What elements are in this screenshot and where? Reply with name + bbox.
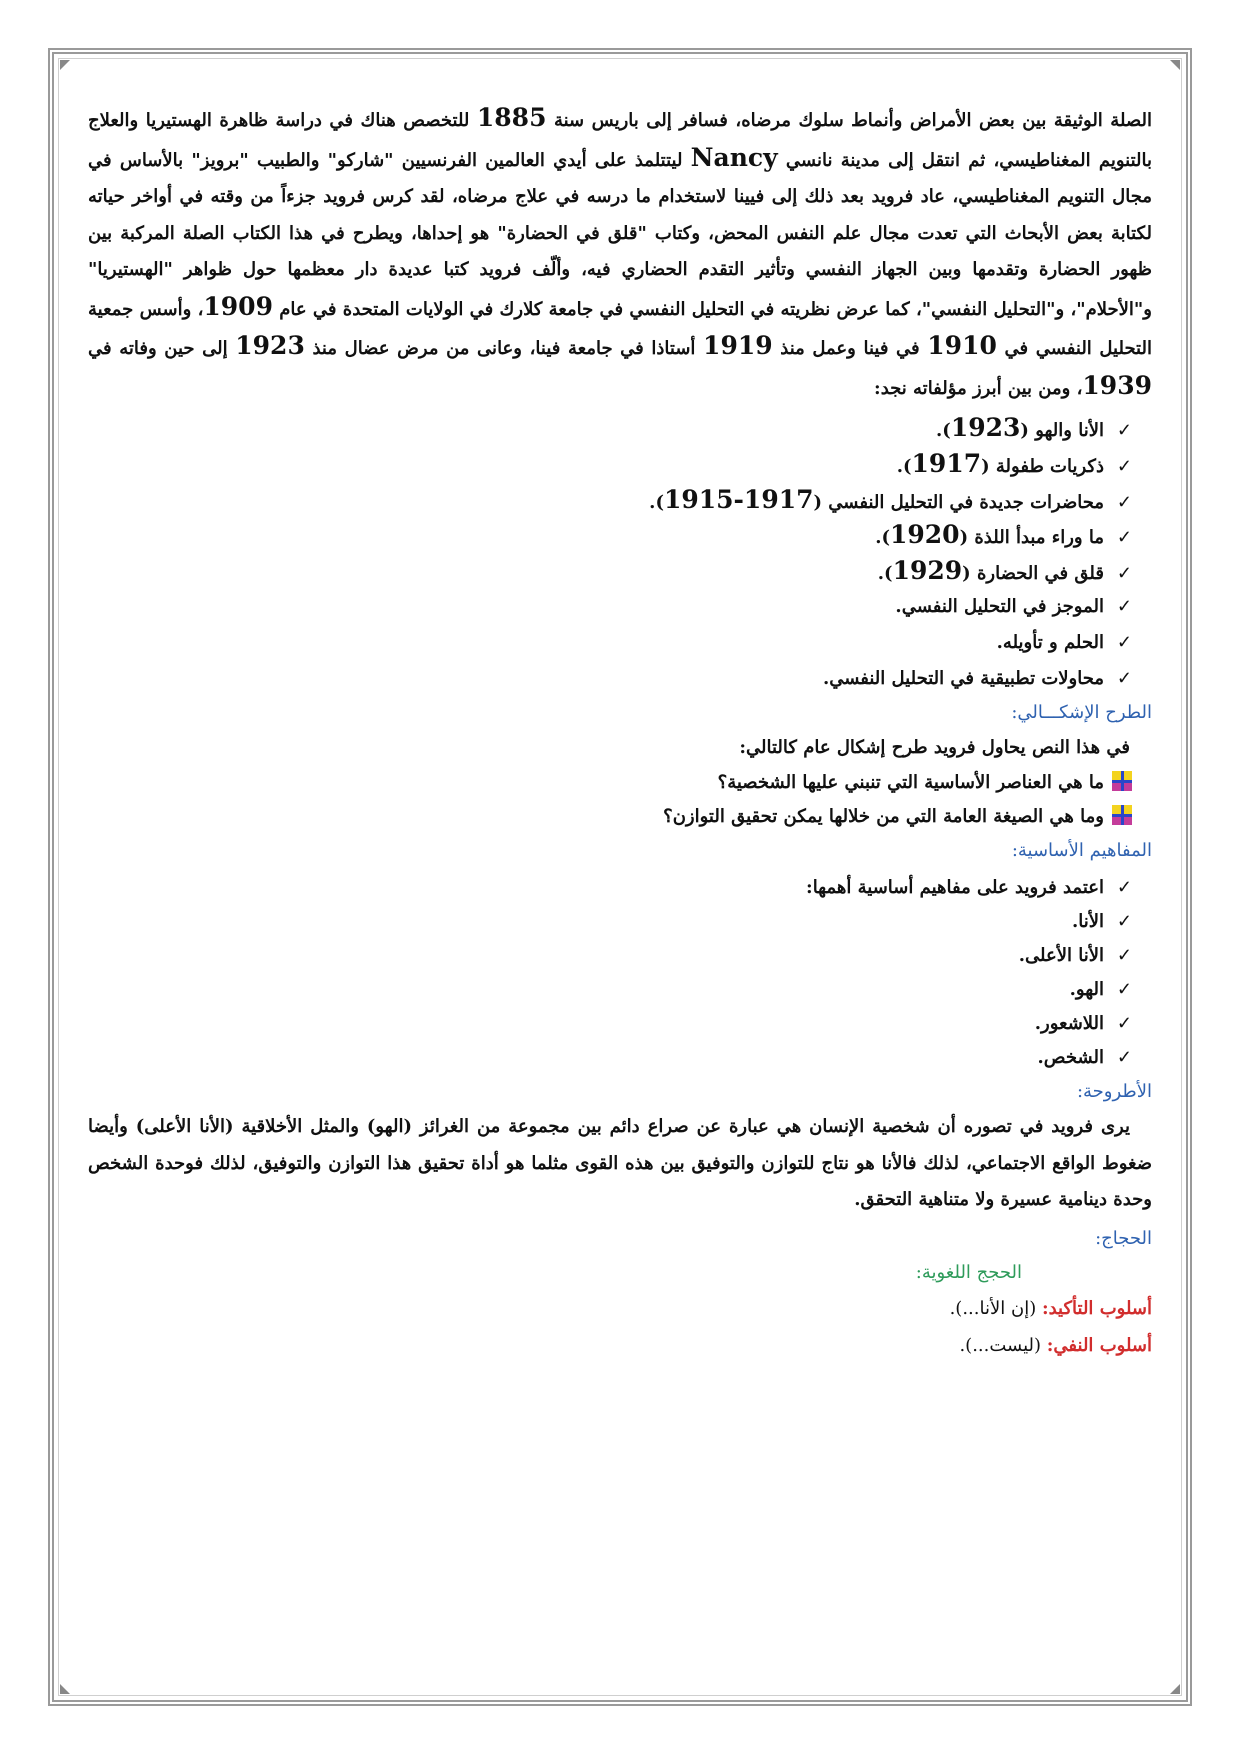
style-label: أسلوب النفي: [1046, 1334, 1152, 1356]
thesis-heading: الأطروحة: [1076, 1081, 1152, 1103]
argument-style [88, 1327, 1152, 1364]
highlight-number: Nancy [690, 142, 778, 172]
work-suffix: ). [877, 563, 893, 585]
checkmark-icon: ✓ [1116, 911, 1132, 933]
work-year: 1920 [890, 520, 960, 550]
checkmark-icon: ✓ [1116, 667, 1132, 689]
work-year: 1917 [911, 448, 982, 478]
highlight-number: 1939 [1082, 370, 1152, 400]
concept-text: اعتمد فرويد على مفاهيم أساسية أهمها: [806, 877, 1104, 899]
concept-item [88, 871, 1132, 905]
corner-ornament [1170, 1684, 1180, 1694]
highlight-number: 1910 [927, 331, 997, 360]
text-segment: ، ومن بين أبرز مؤلفاته نجد: [874, 377, 1083, 399]
work-title: ما وراء مبدأ اللذة ( [959, 527, 1104, 549]
problem-intro: في هذا النص يحاول فرويد طرح إشكال عام كالتالي: [739, 737, 1130, 759]
work-title: الحلم و تأويله. [996, 631, 1104, 653]
text-segment: أستاذا في جامعة فينا، وعانى من مرض عضال منذ [304, 338, 704, 359]
checkmark-icon: ✓ [1116, 491, 1132, 513]
text-segment: ليتتلمذ على أيدي العالمين الفرنسيين "شاركو" والطبيب "برويز" بالأساس في مجال التنويم المغناطيسي، عاد فرويد بعد ذلك إلى فيينا لاستخدام ما درسه في علاج مرضاه، لقد كرس فرويد جزءاً من وقته في أواخر حياته لكتابة بعض الأبحاث التي تعدت مجال علم النفس المحض، وكتاب "قلق في الحضارة" هو إحداها، ويطرح في هذا الكتاب الصلة المركبة بين ظهور الحضارة وتقدمها وبين الجهاز النفسي وتأثير التقدم الحضاري فيه، وألّف فرويد كتبا عديدة دار معظمها حول ظواهر "الهستيريا" و"الأحلام"، و"التحليل النفسي"، كما عرض نظريته في التحليل النفسي في جامعة كلارك في الولايات المتحدة في عام [88, 149, 1152, 320]
concept-item [88, 973, 1132, 1007]
highlight-number: 1919 [703, 331, 773, 360]
problem-question [88, 800, 1132, 834]
text-segment: الصلة الوثيقة بين بعض الأمراض وأنماط سلوك مرضاه، فسافر إلى باريس سنة [546, 110, 1152, 131]
problem-question [88, 766, 1132, 800]
checkmark-icon: ✓ [1116, 945, 1132, 967]
question-text: ما هي العناصر الأساسية التي تنبني عليها الشخصية؟ [717, 772, 1104, 794]
concepts-list [88, 871, 1152, 1075]
style-example: (ليست...). [959, 1334, 1047, 1356]
question-text: وما هي الصيغة العامة التي من خلالها يمكن تحقيق التوازن؟ [663, 806, 1104, 828]
problem-questions [88, 766, 1152, 834]
concepts-heading: المفاهيم الأساسية: [1011, 840, 1152, 862]
argument-style [88, 1290, 1152, 1327]
concept-item [88, 905, 1132, 939]
work-title: محاولات تطبيقية في التحليل النفسي. [822, 667, 1104, 689]
checkmark-icon: ✓ [1116, 527, 1132, 549]
linguistic-arguments-heading: الحجج اللغوية: [915, 1261, 1022, 1283]
concept-text: الهو. [1069, 979, 1104, 1001]
work-item [88, 589, 1132, 625]
concept-text: الأنا. [1071, 911, 1104, 933]
concept-item [88, 1007, 1132, 1041]
text-segment: للتخصص هناك في دراسة ظاهرة الهستيريا والعلاج بالتنويم المغناطيسي، ثم انتقل إلى مدينة نانسي [88, 110, 1152, 171]
work-year: 1923 [950, 413, 1021, 442]
work-suffix: ). [875, 527, 890, 549]
checkmark-icon: ✓ [1116, 631, 1132, 653]
arguments-heading: الحجاج: [1095, 1227, 1152, 1249]
work-item [88, 625, 1132, 661]
style-example: (إن الأنا...). [949, 1297, 1042, 1319]
style-label: أسلوب التأكيد: [1041, 1297, 1152, 1319]
text-segment: في فينا وعمل منذ [772, 338, 928, 359]
work-item [88, 553, 1132, 589]
work-item [88, 482, 1132, 518]
intro-paragraph [88, 100, 1152, 407]
text-segment: ، وأسس جمعية التحليل النفسي في [88, 298, 1152, 359]
work-suffix: ). [649, 491, 664, 513]
work-suffix: ). [936, 420, 951, 441]
concept-item [88, 1041, 1132, 1075]
text-segment: إلى حين وفاته في [88, 338, 236, 359]
work-title: محاضرات جديدة في التحليل النفسي ( [813, 491, 1104, 513]
work-suffix: ). [896, 455, 912, 477]
thesis-paragraph: يرى فرويد في تصوره أن شخصية الإنسان هي عبارة عن صراع دائم بين مجموعة من الغرائز (الهو) والمثل الأخلاقية (الأنا الأعلى) وأيضا ضغوط الواقع الاجتماعي، لذلك فالأنا هو نتاج للتوازن والتوفيق بين هذه القوى مثلما هو أداة تحقيق هذا التوازن والتوفيق، لذلك فوحدة الشخص وحدة دينامية عسيرة ولا متناهية التحقق. [88, 1116, 1152, 1211]
corner-ornament [60, 1684, 70, 1694]
work-title: ذكريات طفولة ( [981, 455, 1104, 477]
checkmark-icon: ✓ [1116, 1013, 1132, 1035]
work-title: قلق في الحضارة ( [962, 563, 1104, 585]
checkmark-icon: ✓ [1116, 877, 1132, 899]
concept-text: الأنا الأعلى. [1018, 945, 1104, 967]
checkmark-icon: ✓ [1116, 1047, 1132, 1069]
quad-bullet-icon [1112, 771, 1132, 791]
work-year: 1929 [892, 556, 963, 586]
checkmark-icon: ✓ [1116, 563, 1132, 585]
works-list [88, 410, 1152, 696]
work-title: الموجز في التحليل النفسي. [895, 595, 1104, 617]
problem-heading: الطرح الإشكـــالي: [1011, 702, 1152, 724]
highlight-number: 1885 [476, 103, 547, 132]
checkmark-icon: ✓ [1116, 420, 1132, 441]
corner-ornament [1170, 60, 1180, 70]
work-item [88, 517, 1132, 553]
highlight-number: 1923 [235, 331, 305, 360]
work-item [88, 446, 1132, 482]
concept-text: الشخص. [1037, 1047, 1104, 1069]
work-item [88, 661, 1132, 697]
checkmark-icon: ✓ [1116, 455, 1132, 477]
checkmark-icon: ✓ [1116, 979, 1132, 1001]
concept-item [88, 939, 1132, 973]
work-year: 1915-1917 [663, 484, 814, 514]
highlight-number: 1909 [203, 291, 273, 321]
quad-bullet-icon [1112, 805, 1132, 825]
checkmark-icon: ✓ [1116, 595, 1132, 617]
corner-ornament [60, 60, 70, 70]
document-body [88, 100, 1152, 1364]
work-item [88, 410, 1132, 446]
concept-text: اللاشعور. [1034, 1013, 1104, 1035]
argument-styles [88, 1290, 1152, 1364]
work-title: الأنا والهو ( [1020, 420, 1104, 441]
